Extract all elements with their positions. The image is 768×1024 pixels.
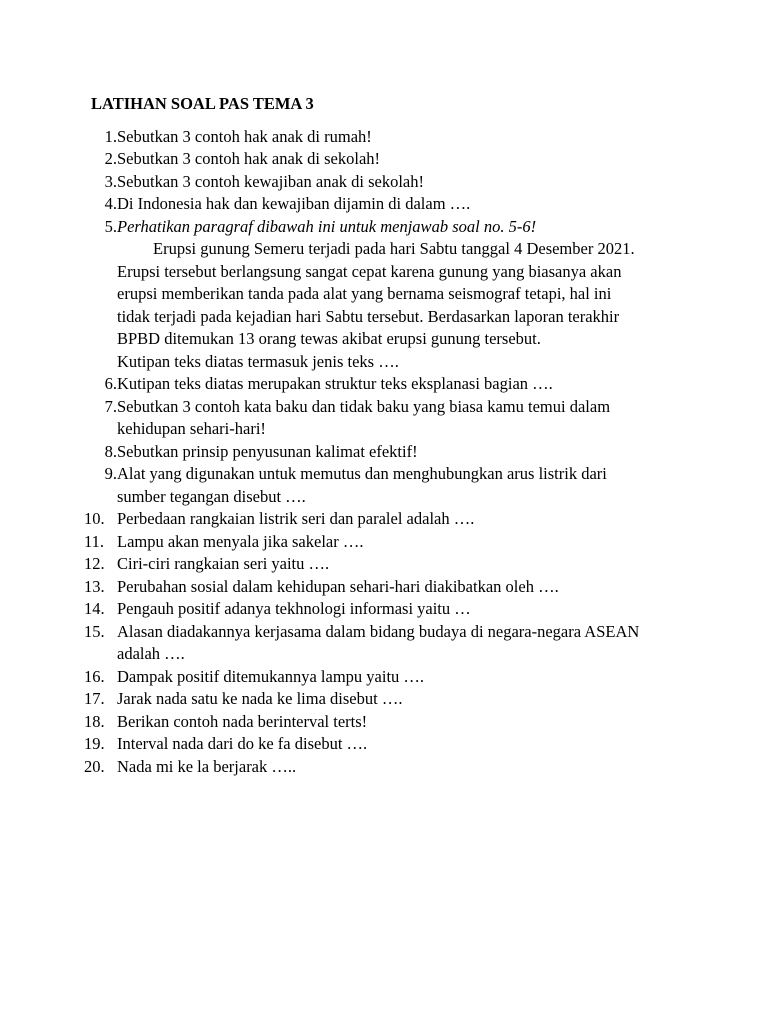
question-text: Sebutkan 3 contoh hak anak di rumah!: [117, 127, 372, 146]
question-number: 6.: [104, 374, 117, 393]
passage-line: Erupsi gunung Semeru terjadi pada hari Sabtu tanggal 4 Desember 2021.: [153, 239, 635, 258]
question-text: Lampu akan menyala jika sakelar ….: [117, 532, 364, 551]
question-number: 9.: [104, 464, 117, 483]
question-text: adalah ….: [117, 644, 185, 663]
question-text: kehidupan sehari-hari!: [117, 419, 266, 438]
question-number: 19.: [84, 734, 105, 753]
document-title: LATIHAN SOAL PAS TEMA 3: [91, 94, 314, 113]
question-text: Perbedaan rangkaian listrik seri dan paralel adalah ….: [117, 509, 475, 528]
question-number: 2.: [104, 149, 117, 168]
question-text: Alat yang digunakan untuk memutus dan menghubungkan arus listrik dari: [117, 464, 607, 483]
question-text: Sebutkan 3 contoh hak anak di sekolah!: [117, 149, 381, 168]
question-number: 5.: [104, 217, 117, 236]
question-number: 1.: [104, 127, 117, 146]
question-number: 20.: [84, 757, 105, 776]
passage-question: Kutipan teks diatas termasuk jenis teks ….: [117, 352, 399, 371]
question-text: Nada mi ke la berjarak …..: [117, 757, 297, 776]
question-number: 4.: [104, 194, 117, 213]
question-number: 8.: [104, 442, 117, 461]
question-text: Jarak nada satu ke nada ke lima disebut ….: [117, 689, 403, 708]
passage-line: tidak terjadi pada kejadian hari Sabtu tersebut. Berdasarkan laporan terakhir: [117, 307, 620, 326]
question-number: 17.: [84, 689, 105, 708]
question-number: 14.: [84, 599, 105, 618]
question-text: Interval nada dari do ke fa disebut ….: [117, 734, 368, 753]
passage-line: erupsi memberikan tanda pada alat yang bernama seismograf tetapi, hal ini: [117, 284, 612, 303]
question-number: 15.: [84, 622, 105, 641]
question-number: 11.: [84, 532, 105, 551]
passage-line: BPBD ditemukan 13 orang tewas akibat erupsi gunung tersebut.: [117, 329, 541, 348]
question-number: 7.: [104, 397, 117, 416]
passage-line: Erupsi tersebut berlangsung sangat cepat karena gunung yang biasanya akan: [117, 262, 622, 281]
question-text: Dampak positif ditemukannya lampu yaitu ….: [117, 667, 425, 686]
question-number: 3.: [104, 172, 117, 191]
question-text: Sebutkan 3 contoh kata baku dan tidak baku yang biasa kamu temui dalam: [117, 397, 611, 416]
question-number: 16.: [84, 667, 105, 686]
question-number: 18.: [84, 712, 105, 731]
question-number: 13.: [84, 577, 105, 596]
question-number: 10.: [84, 509, 105, 528]
question-instruction: Perhatikan paragraf dibawah ini untuk menjawab soal no. 5-6!: [117, 217, 537, 236]
question-text: Sebutkan 3 contoh kewajiban anak di sekolah!: [117, 172, 424, 191]
question-text: Perubahan sosial dalam kehidupan sehari-hari diakibatkan oleh ….: [117, 577, 559, 596]
question-text: Di Indonesia hak dan kewajiban dijamin di dalam ….: [117, 194, 471, 213]
question-text: Ciri-ciri rangkaian seri yaitu ….: [117, 554, 330, 573]
question-text: Sebutkan prinsip penyusunan kalimat efektif!: [117, 442, 418, 461]
question-text: Kutipan teks diatas merupakan struktur teks eksplanasi bagian ….: [117, 374, 553, 393]
question-text: Alasan diadakannya kerjasama dalam bidang budaya di negara-negara ASEAN: [117, 622, 640, 641]
question-number: 12.: [84, 554, 105, 573]
question-text: Berikan contoh nada berinterval terts!: [117, 712, 368, 731]
question-text: Pengauh positif adanya tekhnologi informasi yaitu …: [117, 599, 471, 618]
question-text: sumber tegangan disebut ….: [117, 487, 306, 506]
